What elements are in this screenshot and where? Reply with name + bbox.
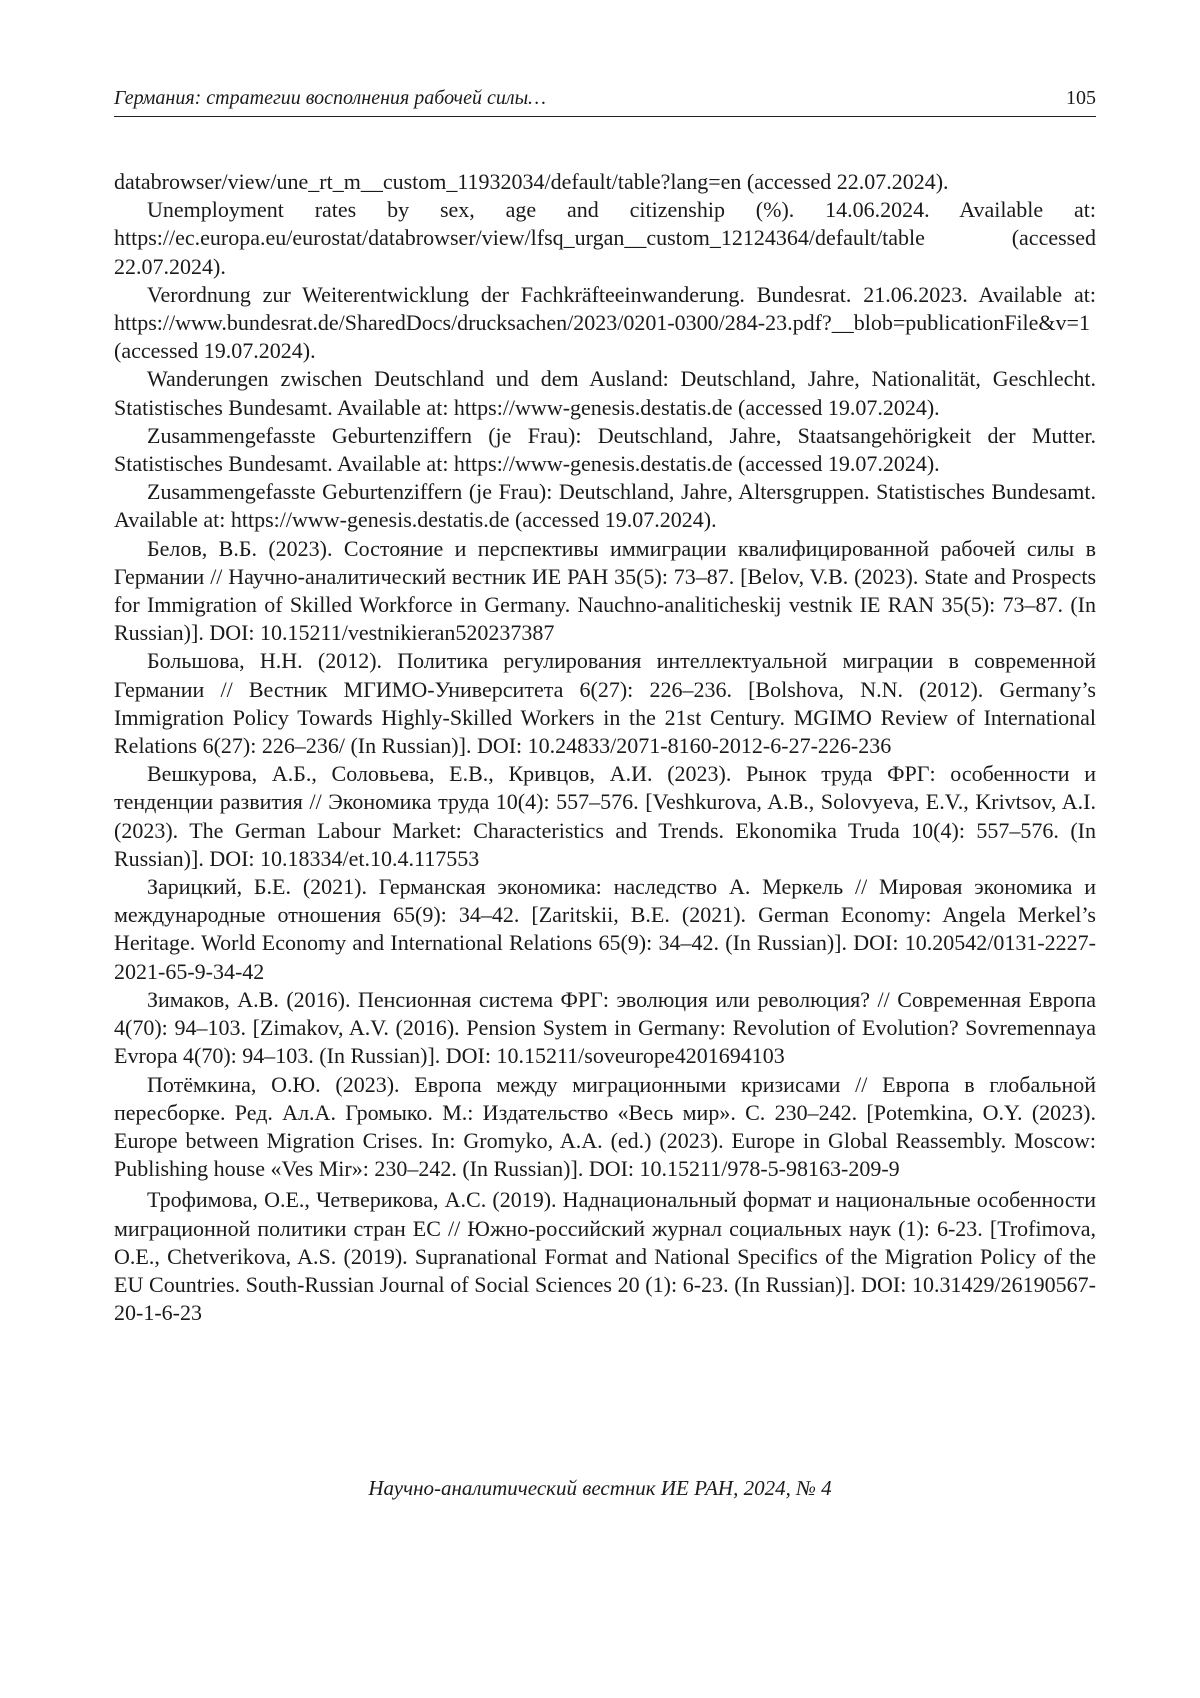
reference-entry: Verordnung zur Weiterentwicklung der Fachkräfteeinwanderung. Bundesrat. 21.06.2023. Available at: https://www.bundesrat.de/SharedDocs/drucksachen/2023/0201-0300/284-23.pdf?__blob=publicationFile&v=1 (accessed 19.07.2024). xyxy=(114,281,1096,364)
reference-entry: databrowser/view/une_rt_m__custom_11932034/default/table?lang=en (accessed 22.07.2024). xyxy=(114,169,949,194)
page-number: 105 xyxy=(1066,87,1096,109)
reference-entry: Zusammengefasste Geburtenziffern (je Frau): Deutschland, Jahre, Staatsangehörigkeit der Mutter. Statistisches Bundesamt. Available at: https://www-genesis.destatis.de (accessed 19.07.2024). xyxy=(114,422,1096,477)
reference-entry: Зимаков, А.В. (2016). Пенсионная система ФРГ: эволюция или революция? // Современная Европа 4(70): 94–103. [Zimakov, A.V. (2016). Pension System in Germany: Revolution of Evolution? Sovremennaya Evropa 4(70): 94–103. (In Russian)]. DOI: 10.15211/soveurope4201694103 xyxy=(114,986,1096,1069)
reference-entry: Зарицкий, Б.Е. (2021). Германская экономика: наследство А. Меркель // Мировая экономика и международные отношения 65(9): 34–42. [Zaritskii, B.E. (2021). German Economy: Angela Merkel’s Heritage. World Economy and International Relations 65(9): 34–42. (In Russian)]. DOI: 10.20542/0131-2227-2021-65-9-34-42 xyxy=(114,874,1096,984)
running-header-title: Германия: стратегии восполнения рабочей силы… xyxy=(114,87,546,109)
reference-entry: Трофимова, О.Е., Четверикова, А.С. (2019). Наднациональный формат и национальные особенности миграционной политики стран ЕС // Южно-российский журнал социальных наук (1): 6-23. [Trofimova, O.E., Chetverikova, A.S. (2019). Supranational Format and National Specifics of the Migration Policy of the EU Countries. South-Russian Journal of Social Sciences 20 (1): 6-23. (In Russian)]. DOI: 10.31429/26190567-20-1-6-23 xyxy=(114,1187,1096,1326)
reference-entry: Большова, Н.Н. (2012). Политика регулирования интеллектуальной миграции в современной Германии // Вестник МГИМО-Университета 6(27): 226–236. [Bolshova, N.N. (2012). Germany’s Immigration Policy Towards Highly-Skilled Workers in the 21st Century. MGIMO Review of International Relations 6(27): 226–236/ (In Russian)]. DOI: 10.24833/2071-8160-2012-6-27-226-236 xyxy=(114,648,1096,759)
journal-footer: Научно-аналитический вестник ИЕ РАН, 2024, № 4 xyxy=(368,1476,832,1500)
reference-entry: Unemployment rates by sex, age and citizenship (%). 14.06.2024. Available at: https://ec.europa.eu/eurostat/databrowser/view/lfsq_urgan__custom_12124364/default/table (accessed 22.07.2024). xyxy=(114,197,1096,279)
running-header xyxy=(114,86,1096,117)
reference-entry: Вешкурова, А.Б., Соловьева, Е.В., Кривцов, А.И. (2023). Рынок труда ФРГ: особенности и тенденции развития // Экономика труда 10(4): 557–576. [Veshkurova, A.B., Solovyeva, E.V., Krivtsov, A.I. (2023). The German Labour Market: Characteristics and Trends. Ekonomika Truda 10(4): 557–576. (In Russian)]. DOI: 10.18334/et.10.4.117553 xyxy=(114,761,1096,871)
reference-entry: Потёмкина, О.Ю. (2023). Европа между миграционными кризисами // Европа в глобальной пересборке. Ред. Ал.А. Громыко. М.: Издательство «Весь мир». С. 230–242. [Potemkina, O.Y. (2023). Europe between Migration Crises. In: Gromyko, A.A. (ed.) (2023). Europe in Global Reassembly. Moscow: Publishing house «Ves Mir»: 230–242. (In Russian)]. DOI: 10.15211/978-5-98163-209-9 xyxy=(114,1071,1096,1182)
reference-entry: Zusammengefasste Geburtenziffern (je Frau): Deutschland, Jahre, Altersgruppen. Statistisches Bundesamt. Available at: https://www-genesis.destatis.de (accessed 19.07.2024). xyxy=(114,479,1096,533)
reference-entry: Wanderungen zwischen Deutschland und dem Ausland: Deutschland, Jahre, Nationalität, Geschlecht. Statistisches Bundesamt. Available at: https://www-genesis.destatis.de (accessed 19.07.2024). xyxy=(114,366,1096,420)
reference-entry: Белов, В.Б. (2023). Состояние и перспективы иммиграции квалифицированной рабочей силы в Германии // Научно-аналитический вестник ИЕ РАН 35(5): 73–87. [Belov, V.B. (2023). State and Prospects for Immigration of Skilled Workforce in Germany. Nauchno-analiticheskij vestnik IE RAN 35(5): 73–87. (In Russian)]. DOI: 10.15211/vestnikieran520237387 xyxy=(114,535,1096,646)
reference-list xyxy=(114,168,1096,1327)
